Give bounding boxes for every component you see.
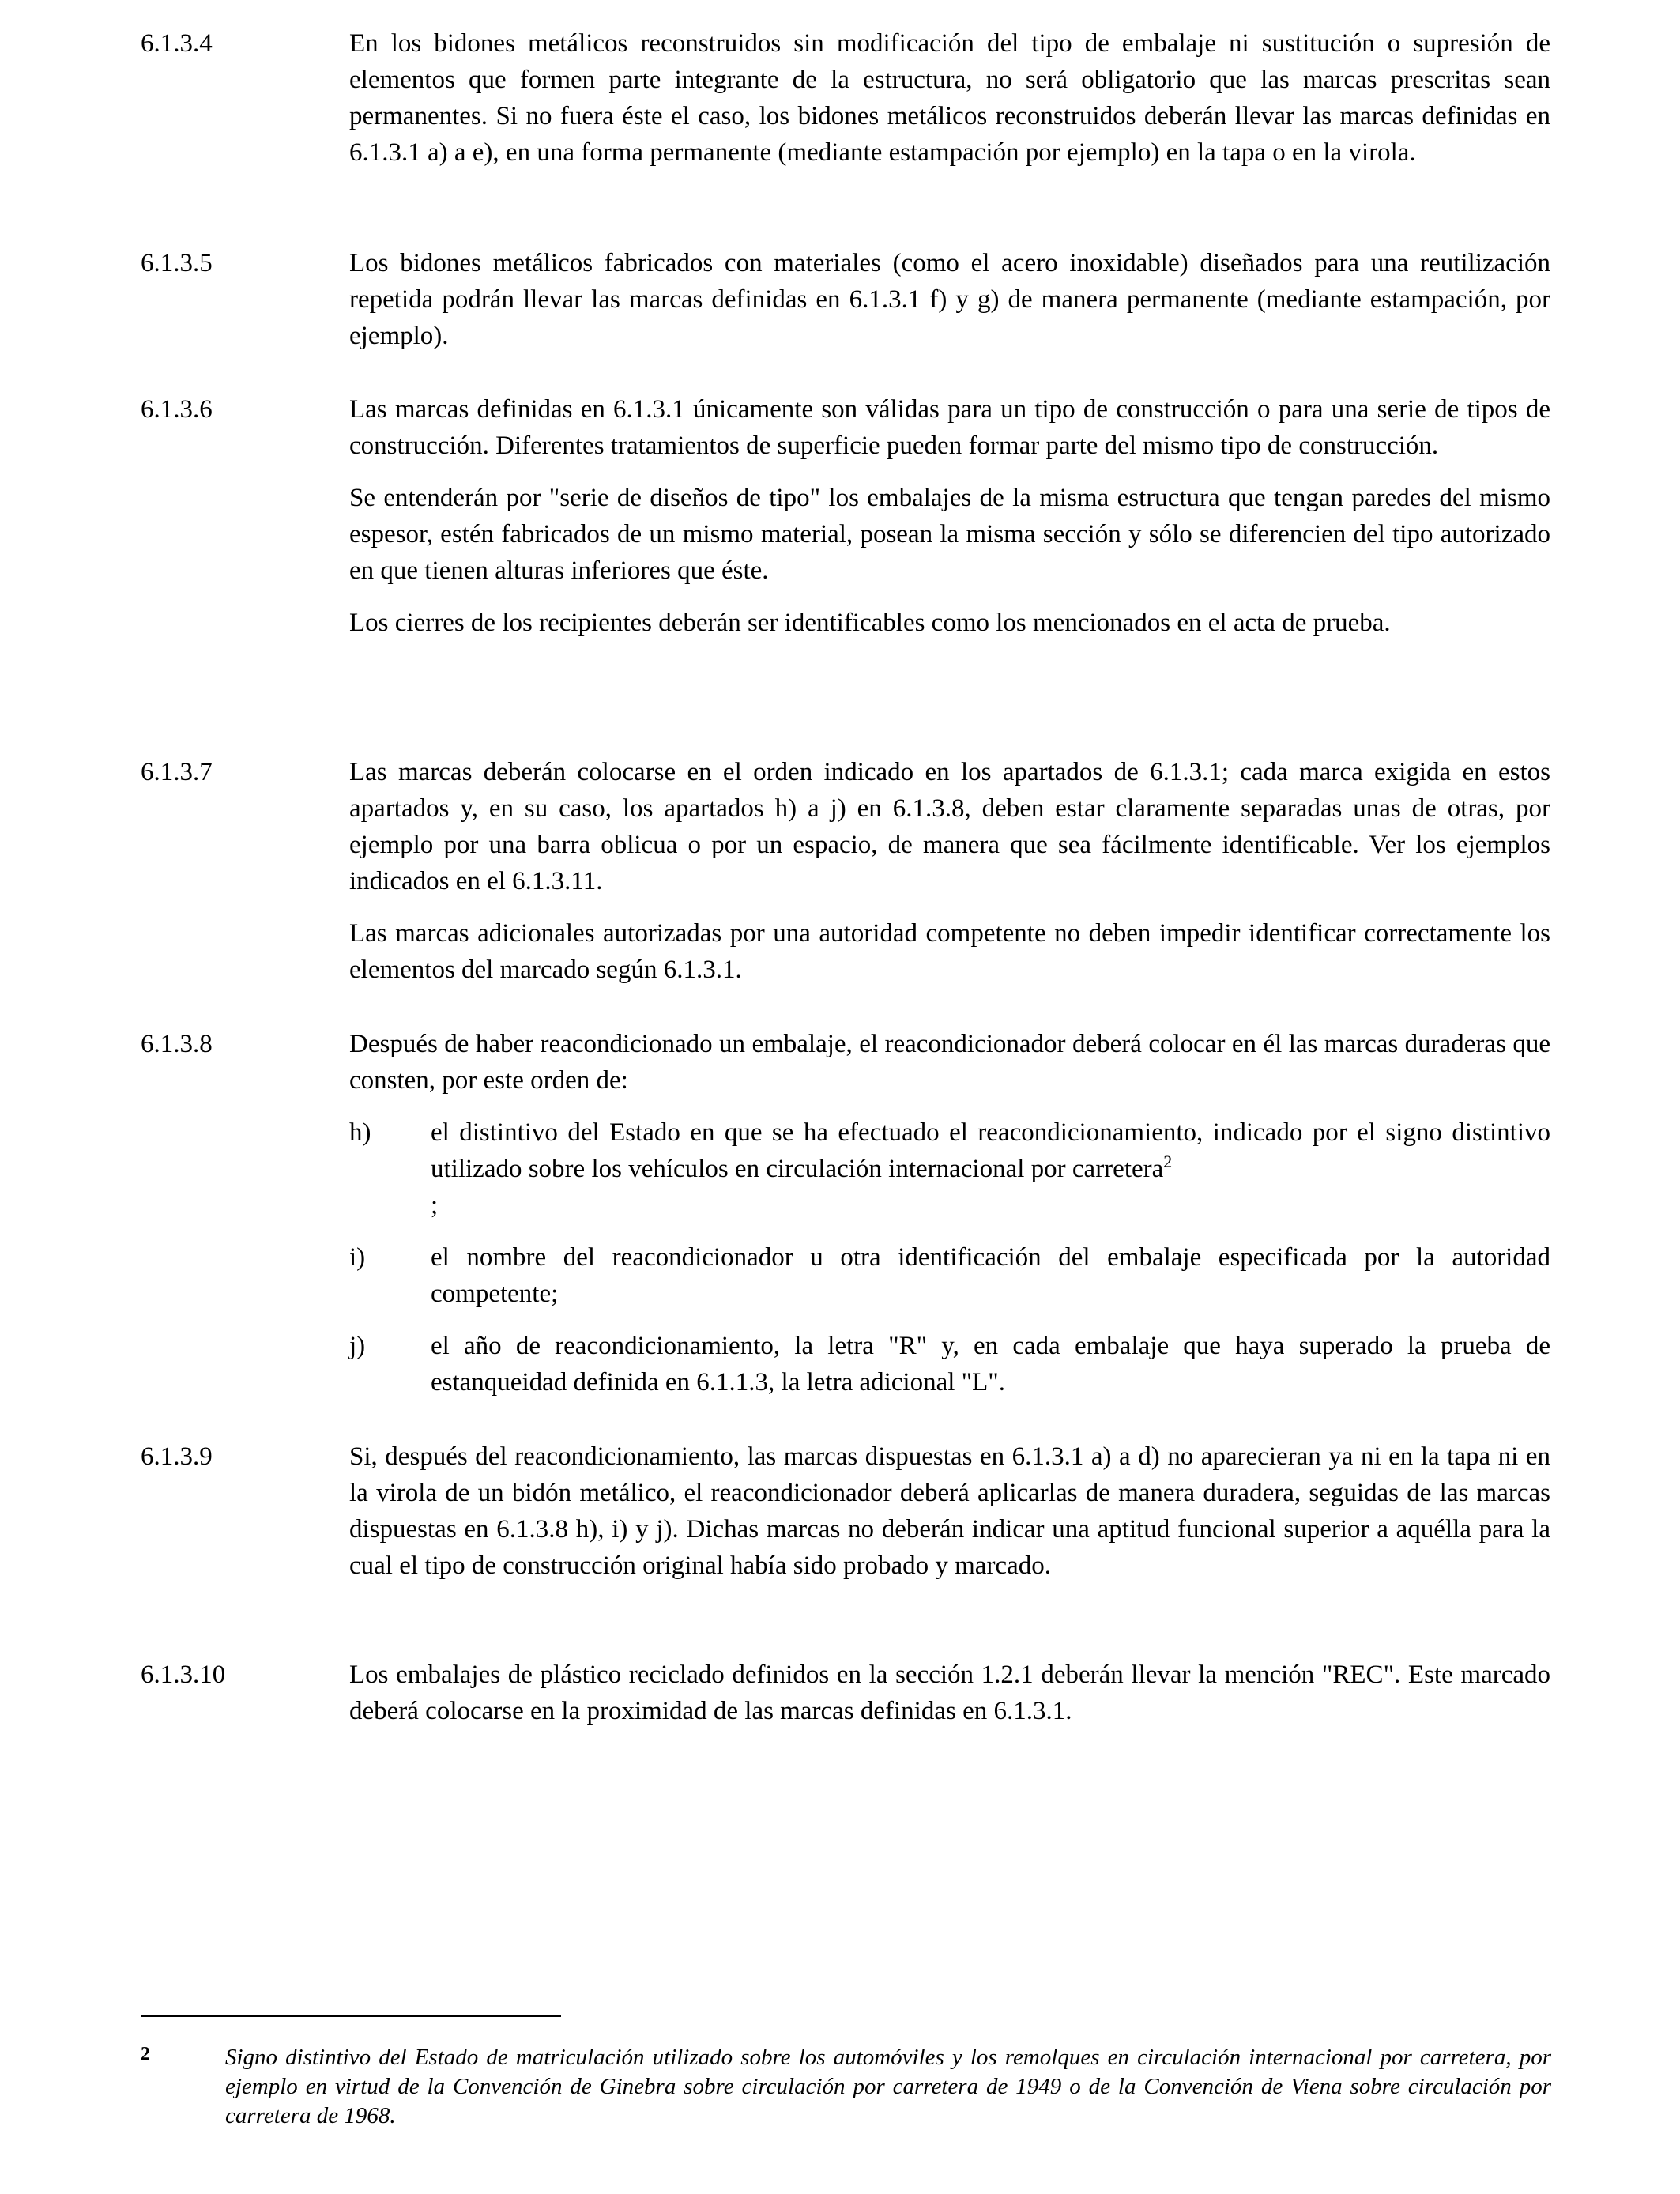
section-number: 6.1.3.7 bbox=[141, 758, 213, 786]
section-body bbox=[349, 391, 1550, 657]
paragraph: Los bidones metálicos fabricados con materiales (como el acero inoxidable) diseñados para una reutilización repetida podrán llevar las marcas definidas en 6.1.3.1 f) y g) de manera permanente (mediante estampación, por ejemplo). bbox=[349, 249, 1550, 350]
paragraph: Los cierres de los recipientes deberán ser identificables como los mencionados en el acta de prueba. bbox=[349, 609, 1391, 637]
list-item-text bbox=[431, 1114, 1550, 1223]
section-number: 6.1.3.4 bbox=[141, 29, 213, 58]
section-body bbox=[349, 1026, 1550, 1416]
paragraph: Las marcas deberán colocarse en el orden indicado en los apartados de 6.1.3.1; cada marca exigida en estos apartados y, en su caso, los apartados h) a j) en 6.1.3.8, deben estar claramente separadas unas de otras, por ejemplo por una barra oblicua o por un espacio, de manera que sea fácilmente identificable. Ver los ejemplos indicados en el 6.1.3.11. bbox=[349, 758, 1550, 895]
footnote-reference: 2 bbox=[1163, 1152, 1173, 1171]
list-item-label: i) bbox=[349, 1243, 366, 1272]
section-number: 6.1.3.5 bbox=[141, 249, 213, 277]
list-item-text: el año de reacondicionamiento, la letra "R" y, en cada embalaje que haya superado la prueba de estanqueidad definida en 6.1.1.3, la letra adicional "L". bbox=[431, 1332, 1550, 1397]
paragraph: Se entenderán por "serie de diseños de tipo" los embalajes de la misma estructura que tengan paredes del mismo espesor, estén fabricados de un mismo material, posean la misma sección y sólo se diferencien del tipo autorizado en que tienen alturas inferiores que éste. bbox=[349, 484, 1550, 585]
section-number: 6.1.3.8 bbox=[141, 1030, 213, 1058]
footnote-text: Signo distintivo del Estado de matriculación utilizado sobre los automóviles y los remolques en circulación internacional por carretera, por ejemplo en virtud de la Convención de Ginebra sobre circulación por carretera de 1949 o de la Convención de Viena sobre circulación por carretera de 1968. bbox=[225, 2045, 1551, 2128]
paragraph: Las marcas definidas en 6.1.3.1 únicamente son válidas para un tipo de construcción o para una serie de tipos de construcción. Diferentes tratamientos de superficie pueden formar parte del mismo tipo de construcción. bbox=[349, 395, 1550, 460]
section-body bbox=[349, 754, 1550, 1004]
list-item-body: el distintivo del Estado en que se ha efectuado el reacondicionamiento, indicado por el signo distintivo utilizado sobre los vehículos en circulación internacional por carretera bbox=[431, 1118, 1550, 1183]
section-number: 6.1.3.6 bbox=[141, 395, 213, 424]
paragraph: Si, después del reacondicionamiento, las marcas dispuestas en 6.1.3.1 a) a d) no aparecieran ya ni en la tapa ni en la virola de un bidón metálico, el reacondicionador deberá aplicarlas de manera duradera, seguidas de las marcas dispuestas en 6.1.3.8 h), i) y j). Dichas marcas no deberán indicar una aptitud funcional superior a aquélla para la cual el tipo de construcción original había sido probado y marcado. bbox=[349, 1442, 1550, 1580]
list-item-label: h) bbox=[349, 1118, 371, 1147]
footnote-separator bbox=[141, 2015, 561, 2017]
paragraph: Las marcas adicionales autorizadas por una autoridad competente no deben impedir identificar correctamente los elementos del marcado según 6.1.3.1. bbox=[349, 919, 1550, 984]
section-body bbox=[349, 245, 1550, 370]
section-body bbox=[349, 1657, 1550, 1745]
paragraph-intro: Después de haber reacondicionado un embalaje, el reacondicionador deberá colocar en él las marcas duraderas que consten, por este orden de: bbox=[349, 1030, 1550, 1095]
list-item-j bbox=[349, 1328, 1550, 1400]
paragraph: Los embalajes de plástico reciclado definidos en la sección 1.2.1 deberán llevar la mención "REC". Este marcado deberá colocarse en la proximidad de las marcas definidas en 6.1.3.1. bbox=[349, 1661, 1550, 1725]
list-item-text: el nombre del reacondicionador u otra identificación del embalaje especificada por la autoridad competente; bbox=[431, 1243, 1550, 1308]
section-number: 6.1.3.9 bbox=[141, 1442, 213, 1471]
section-number: 6.1.3.10 bbox=[141, 1661, 226, 1689]
list-item-i bbox=[349, 1239, 1550, 1312]
paragraph: En los bidones metálicos reconstruidos sin modificación del tipo de embalaje ni sustitución o supresión de elementos que formen parte integrante de la estructura, no será obligatorio que las marcas prescritas sean permanentes. Si no fuera éste el caso, los bidones metálicos reconstruidos deberán llevar las marcas definidas en 6.1.3.1 a) a e), en una forma permanente (mediante estampación por ejemplo) en la tapa o en la virola. bbox=[349, 29, 1550, 167]
footnote-number: 2 bbox=[141, 2044, 150, 2064]
section-body bbox=[349, 25, 1550, 187]
list-item-label: j) bbox=[349, 1332, 366, 1360]
list-item-h bbox=[349, 1114, 1550, 1223]
section-body bbox=[349, 1438, 1550, 1600]
list-item-tail: ; bbox=[431, 1191, 439, 1220]
